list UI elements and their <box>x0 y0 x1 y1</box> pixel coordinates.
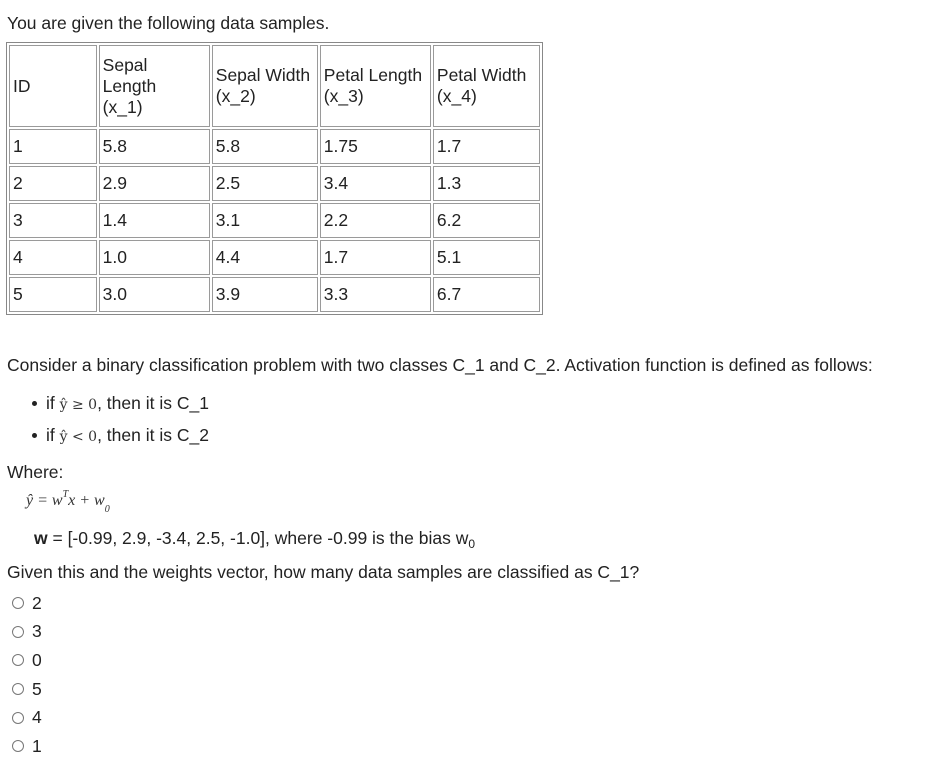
option-label[interactable]: 0 <box>32 649 42 670</box>
where-label: Where: <box>7 462 64 482</box>
cell-sepal-width: 3.9 <box>212 277 318 312</box>
weights-vector-text: w = [-0.99, 2.9, -3.4, 2.5, -1.0], where -0.99 is the bias $w_0$ <box>34 528 476 551</box>
answer-options <box>12 589 42 761</box>
radio-button[interactable] <box>12 654 24 666</box>
table-row <box>9 203 540 238</box>
data-samples-table <box>6 42 543 315</box>
cell-sepal-width: 2.5 <box>212 166 318 201</box>
cell-id: 4 <box>9 240 97 275</box>
answer-option-2[interactable] <box>12 589 42 618</box>
cell-petal-length: 1.7 <box>320 240 431 275</box>
cell-sepal-length: 5.8 <box>99 129 210 164</box>
intro-text: You are given the following data samples. <box>7 13 330 33</box>
radio-button[interactable] <box>12 740 24 752</box>
radio-button[interactable] <box>12 597 24 609</box>
answer-option-1[interactable] <box>12 732 42 761</box>
activation-rules-list <box>0 391 209 455</box>
question-text: Given this and the weights vector, how many data samples are classified as C_1? <box>7 562 640 582</box>
table-header-row <box>9 45 540 127</box>
option-label[interactable]: 2 <box>32 592 42 613</box>
cell-sepal-length: 2.9 <box>99 166 210 201</box>
table-row <box>9 129 540 164</box>
option-label[interactable]: 4 <box>32 707 42 728</box>
cell-petal-length: 1.75 <box>320 129 431 164</box>
header-sepal-length: Sepal Length (x_1) <box>99 45 210 127</box>
cell-petal-length: 3.4 <box>320 166 431 201</box>
radio-button[interactable] <box>12 626 24 638</box>
radio-button[interactable] <box>12 683 24 695</box>
cell-sepal-length: 1.0 <box>99 240 210 275</box>
answer-option-3[interactable] <box>12 618 42 647</box>
option-label[interactable]: 5 <box>32 678 42 699</box>
cell-petal-width: 6.2 <box>433 203 540 238</box>
answer-option-4[interactable] <box>12 703 42 732</box>
table-row <box>9 277 540 312</box>
rule-math: ŷ < 0 <box>59 429 98 445</box>
cell-sepal-length: 1.4 <box>99 203 210 238</box>
cell-sepal-width: 3.1 <box>212 203 318 238</box>
problem-statement: Consider a binary classification problem with two classes C_1 and C_2. Activation function is defined as follows: <box>7 355 873 375</box>
cell-id: 3 <box>9 203 97 238</box>
prediction-formula: ŷ = $w^Tx + w_0$ <box>26 489 110 515</box>
header-petal-length: Petal Length (x_3) <box>320 45 431 127</box>
radio-button[interactable] <box>12 712 24 724</box>
rule-c1: if ŷ ≥ 0, then it is C_1 <box>0 391 209 423</box>
option-label[interactable]: 1 <box>32 735 42 756</box>
cell-petal-length: 3.3 <box>320 277 431 312</box>
header-id: ID <box>9 45 97 127</box>
option-label[interactable]: 3 <box>32 621 42 642</box>
answer-option-5[interactable] <box>12 675 42 704</box>
cell-sepal-width: 4.4 <box>212 240 318 275</box>
cell-petal-width: 1.3 <box>433 166 540 201</box>
cell-petal-width: 5.1 <box>433 240 540 275</box>
table-row <box>9 240 540 275</box>
cell-sepal-width: 5.8 <box>212 129 318 164</box>
header-petal-width: Petal Width (x_4) <box>433 45 540 127</box>
cell-petal-length: 2.2 <box>320 203 431 238</box>
table-row <box>9 166 540 201</box>
rule-c2: if ŷ < 0, then it is C_2 <box>0 423 209 455</box>
rule-math: ŷ ≥ 0 <box>59 397 98 413</box>
cell-petal-width: 6.7 <box>433 277 540 312</box>
cell-petal-width: 1.7 <box>433 129 540 164</box>
header-sepal-width: Sepal Width (x_2) <box>212 45 318 127</box>
cell-sepal-length: 3.0 <box>99 277 210 312</box>
cell-id: 1 <box>9 129 97 164</box>
cell-id: 2 <box>9 166 97 201</box>
cell-id: 5 <box>9 277 97 312</box>
answer-option-0[interactable] <box>12 646 42 675</box>
